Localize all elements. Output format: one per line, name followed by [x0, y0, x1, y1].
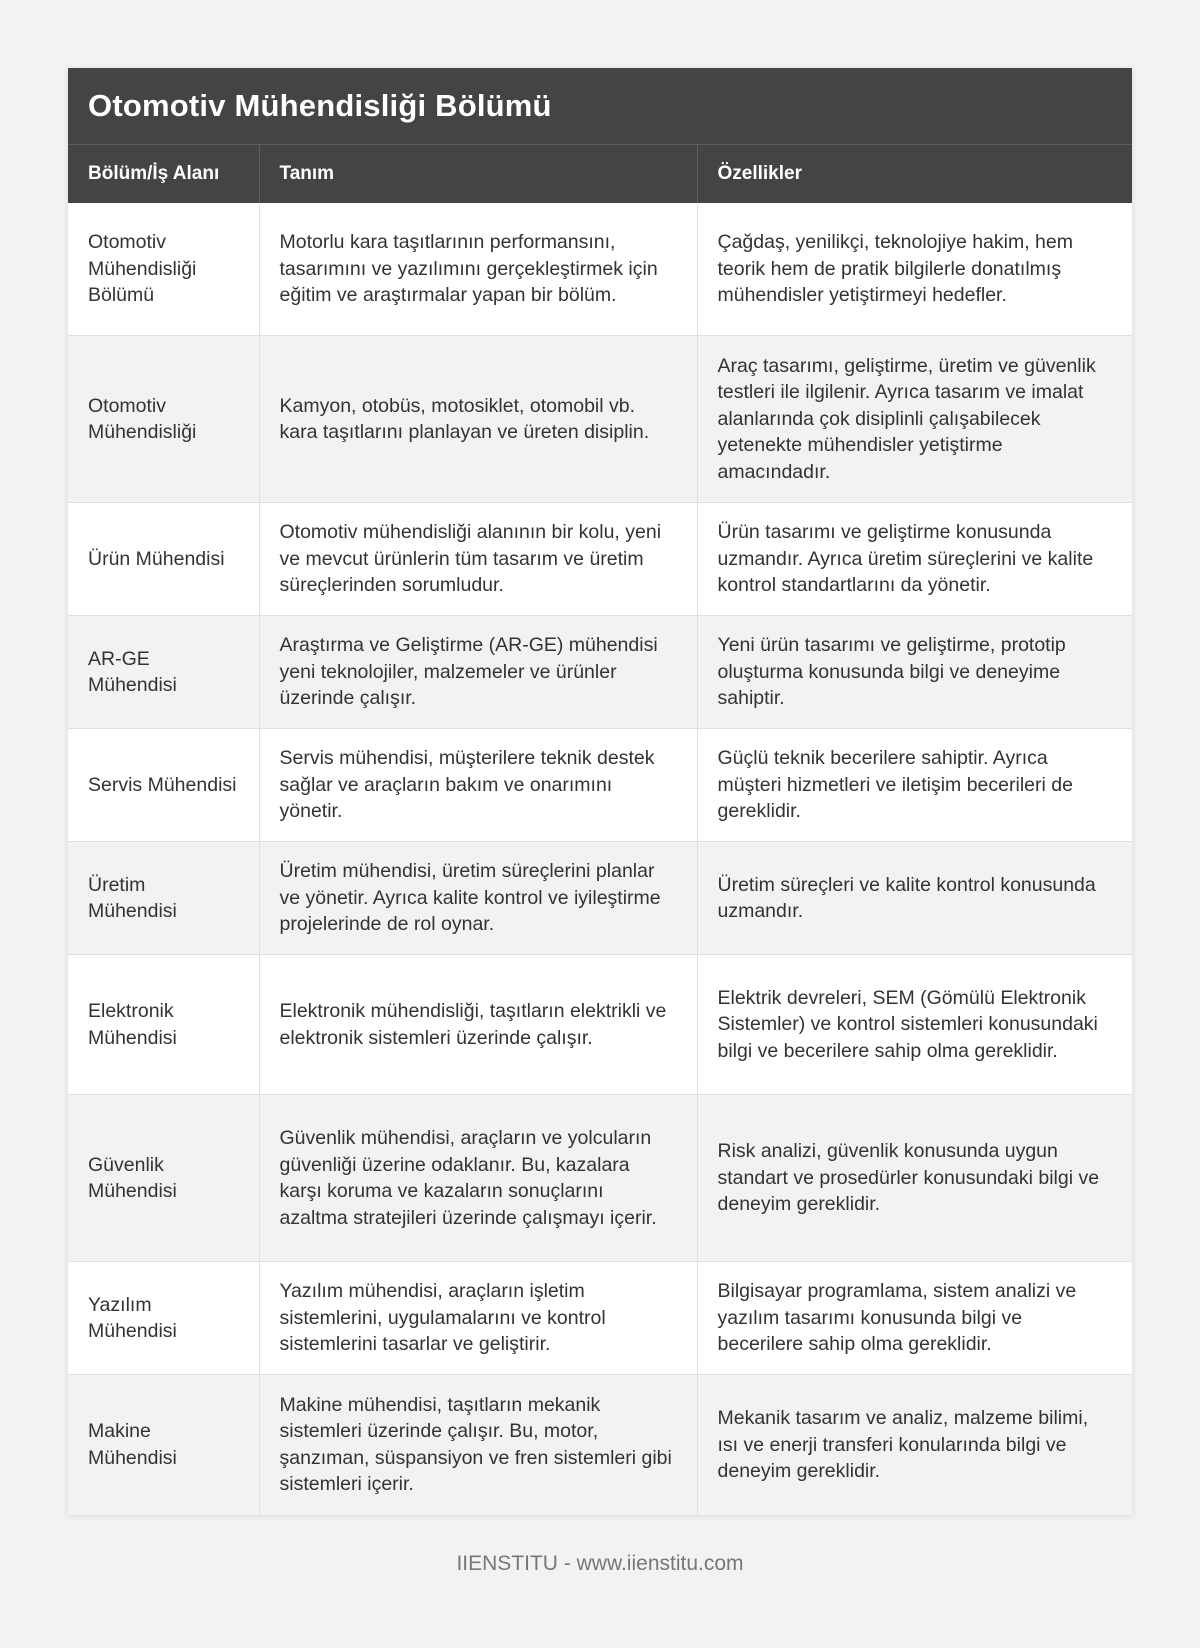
cell-area: Makine Mühendisi [68, 1375, 259, 1515]
cell-features: Güçlü teknik becerilere sahiptir. Ayrıca müşteri hizmetleri ve iletişim becerileri de gereklidir. [697, 729, 1132, 842]
table-row [68, 729, 1132, 842]
cell-area: Otomotiv Mühendisliği [68, 336, 259, 503]
cell-definition: Üretim mühendisi, üretim süreçlerini planlar ve yönetir. Ayrıca kalite kontrol ve iyileştirme projelerinde de rol oynar. [259, 842, 697, 955]
title-bar [68, 68, 1132, 144]
cell-definition: Servis mühendisi, müşterilere teknik destek sağlar ve araçların bakım ve onarımını yönetir. [259, 729, 697, 842]
cell-definition: Araştırma ve Geliştirme (AR-GE) mühendisi yeni teknolojiler, malzemeler ve ürünler üzerinde çalışır. [259, 616, 697, 729]
cell-definition: Elektronik mühendisliği, taşıtların elektrikli ve elektronik sistemleri üzerinde çalışır. [259, 955, 697, 1095]
cell-features: Ürün tasarımı ve geliştirme konusunda uzmandır. Ayrıca üretim süreçlerini ve kalite kontrol standartlarını da yönetir. [697, 503, 1132, 616]
cell-features: Üretim süreçleri ve kalite kontrol konusunda uzmandır. [697, 842, 1132, 955]
cell-features: Mekanik tasarım ve analiz, malzeme bilimi, ısı ve enerji transferi konularında bilgi ve deneyim gereklidir. [697, 1375, 1132, 1515]
page-title: Otomotiv Mühendisliği Bölümü [88, 88, 552, 123]
cell-area: AR-GE Mühendisi [68, 616, 259, 729]
cell-features: Araç tasarımı, geliştirme, üretim ve güvenlik testleri ile ilgilenir. Ayrıca tasarım ve imalat alanlarında çok disiplinli çalışabilecek yetenekte mühendisler yetiştirme amacındadır. [697, 336, 1132, 503]
cell-features: Çağdaş, yenilikçi, teknolojiye hakim, hem teorik hem de pratik bilgilerle donatılmış mühendisler yetiştirmeyi hedefler. [697, 203, 1132, 336]
cell-definition: Makine mühendisi, taşıtların mekanik sistemleri üzerinde çalışır. Bu, motor, şanzıman, süspansiyon ve fren sistemleri gibi sistemleri içerir. [259, 1375, 697, 1515]
cell-features: Bilgisayar programlama, sistem analizi ve yazılım tasarımı konusunda bilgi ve becerilere sahip olma gereklidir. [697, 1262, 1132, 1375]
table-row [68, 1375, 1132, 1515]
cell-area: Servis Mühendisi [68, 729, 259, 842]
table-row [68, 616, 1132, 729]
cell-definition: Otomotiv mühendisliği alanının bir kolu, yeni ve mevcut ürünlerin tüm tasarım ve üretim süreçlerinden sorumludur. [259, 503, 697, 616]
cell-area: Ürün Mühendisi [68, 503, 259, 616]
table-card [68, 68, 1132, 1515]
cell-definition: Kamyon, otobüs, motosiklet, otomobil vb. kara taşıtlarını planlayan ve üreten disiplin. [259, 336, 697, 503]
cell-area: Elektronik Mühendisi [68, 955, 259, 1095]
header-row [68, 145, 1132, 203]
cell-definition: Yazılım mühendisi, araçların işletim sistemlerini, uygulamalarını ve kontrol sistemlerini tasarlar ve geliştirir. [259, 1262, 697, 1375]
cell-features: Elektrik devreleri, SEM (Gömülü Elektronik Sistemler) ve kontrol sistemleri konusundaki bilgi ve becerilere sahip olma gereklidir. [697, 955, 1132, 1095]
cell-features: Yeni ürün tasarımı ve geliştirme, prototip oluşturma konusunda bilgi ve deneyime sahiptir. [697, 616, 1132, 729]
cell-area: Otomotiv Mühendisliği Bölümü [68, 203, 259, 336]
cell-definition: Motorlu kara taşıtlarının performansını, tasarımını ve yazılımını gerçekleştirmek için eğitim ve araştırmalar yapan bir bölüm. [259, 203, 697, 336]
cell-features: Risk analizi, güvenlik konusunda uygun standart ve prosedürler konusundaki bilgi ve deneyim gereklidir. [697, 1095, 1132, 1262]
table-row [68, 955, 1132, 1095]
table-row [68, 336, 1132, 503]
column-header-features: Özellikler [697, 145, 1132, 203]
cell-area: Yazılım Mühendisi [68, 1262, 259, 1375]
table-row [68, 203, 1132, 336]
footer-credit: IIENSTITU - www.iienstitu.com [456, 1552, 744, 1575]
cell-area: Güvenlik Mühendisi [68, 1095, 259, 1262]
cell-definition: Güvenlik mühendisi, araçların ve yolcuların güvenliği üzerine odaklanır. Bu, kazalara karşı koruma ve kazaların sonuçlarını azaltma stratejileri üzerinde çalışmayı içerir. [259, 1095, 697, 1262]
table-row [68, 1095, 1132, 1262]
table-row [68, 1262, 1132, 1375]
table-row [68, 503, 1132, 616]
table-row [68, 842, 1132, 955]
column-header-area: Bölüm/İş Alanı [68, 145, 259, 203]
data-table [68, 144, 1132, 1515]
cell-area: Üretim Mühendisi [68, 842, 259, 955]
column-header-definition: Tanım [259, 145, 697, 203]
